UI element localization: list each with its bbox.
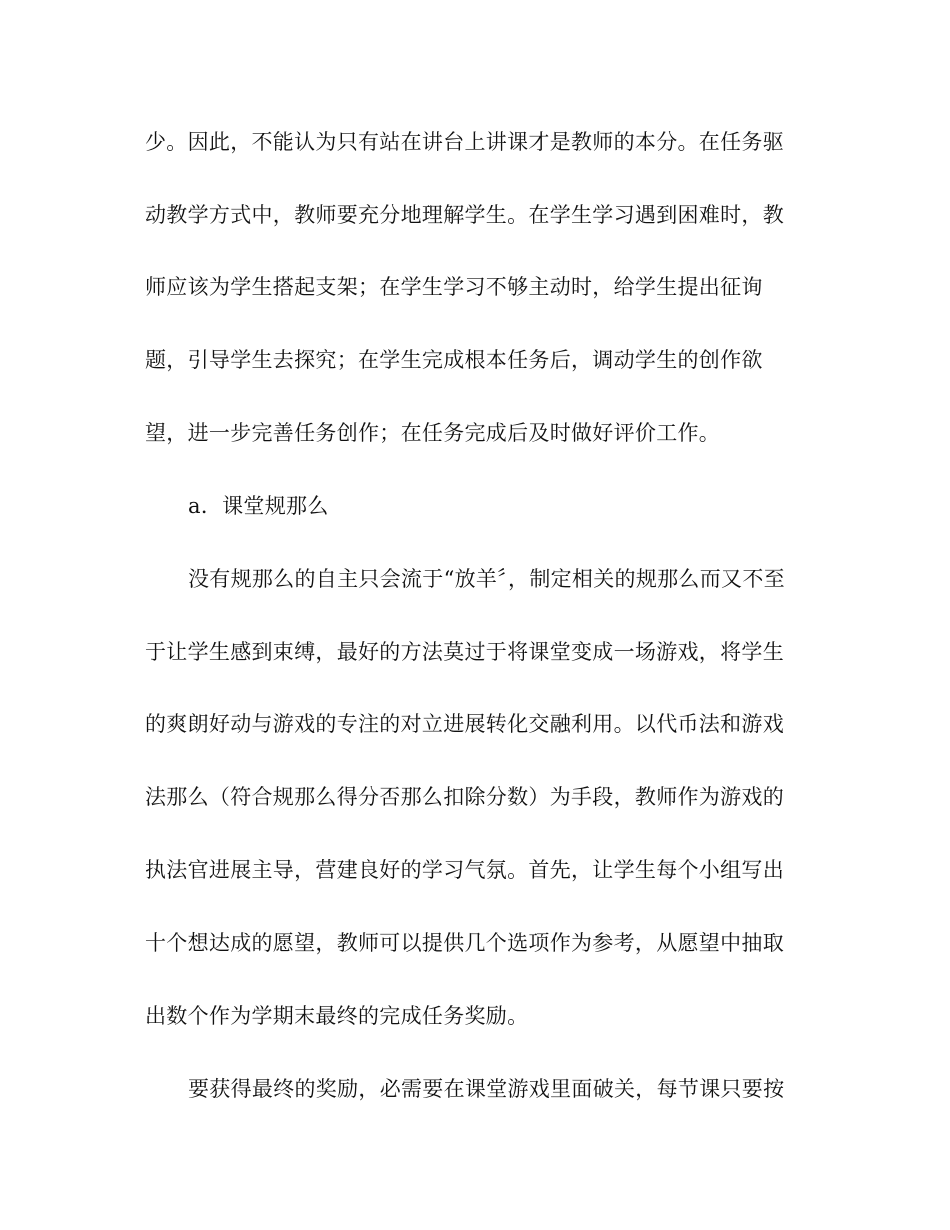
- paragraph-line-5: 望，进一步完善任务创作；在任务完成后及时做好评价工作。: [145, 421, 721, 445]
- paragraph-line-12: 十个想达成的愿望，教师可以提供几个选项作为参考，从愿望中抽取: [145, 931, 784, 955]
- paragraph-line-8: 于让学生感到束缚，最好的方法莫过于将课堂变成一场游戏，将学生: [145, 640, 784, 664]
- paragraph-line-13: 出数个作为学期末最终的完成任务奖励。: [145, 1004, 529, 1028]
- paragraph-line-14: 要获得最终的奖励，必需要在课堂游戏里面破关，每节课只要按: [188, 1077, 785, 1101]
- paragraph-line-9: 的爽朗好动与游戏的专注的对立进展转化交融利用。以代币法和游戏: [145, 712, 784, 736]
- section-heading: a．课堂规那么: [188, 494, 329, 518]
- paragraph-line-2: 动教学方式中，教师要充分地理解学生。在学生学习遇到困难时，教: [145, 203, 784, 227]
- paragraph-line-4: 题，引导学生去探究；在学生完成根本任务后，调动学生的创作欲: [145, 348, 763, 372]
- paragraph-line-7: 没有规那么的自主只会流于“放羊〞，制定相关的规那么而又不至: [188, 567, 785, 591]
- paragraph-line-1: 少。因此，不能认为只有站在讲台上讲课才是教师的本分。在任务驱: [145, 130, 784, 154]
- paragraph-line-10: 法那么（符合规那么得分否那么扣除分数）为手段，教师作为游戏的: [145, 785, 784, 809]
- paragraph-line-11: 执法官进展主导，营建良好的学习气氛。首先，让学生每个小组写出: [145, 858, 784, 882]
- paragraph-line-3: 师应该为学生搭起支架；在学生学习不够主动时，给学生提出征询: [145, 275, 763, 299]
